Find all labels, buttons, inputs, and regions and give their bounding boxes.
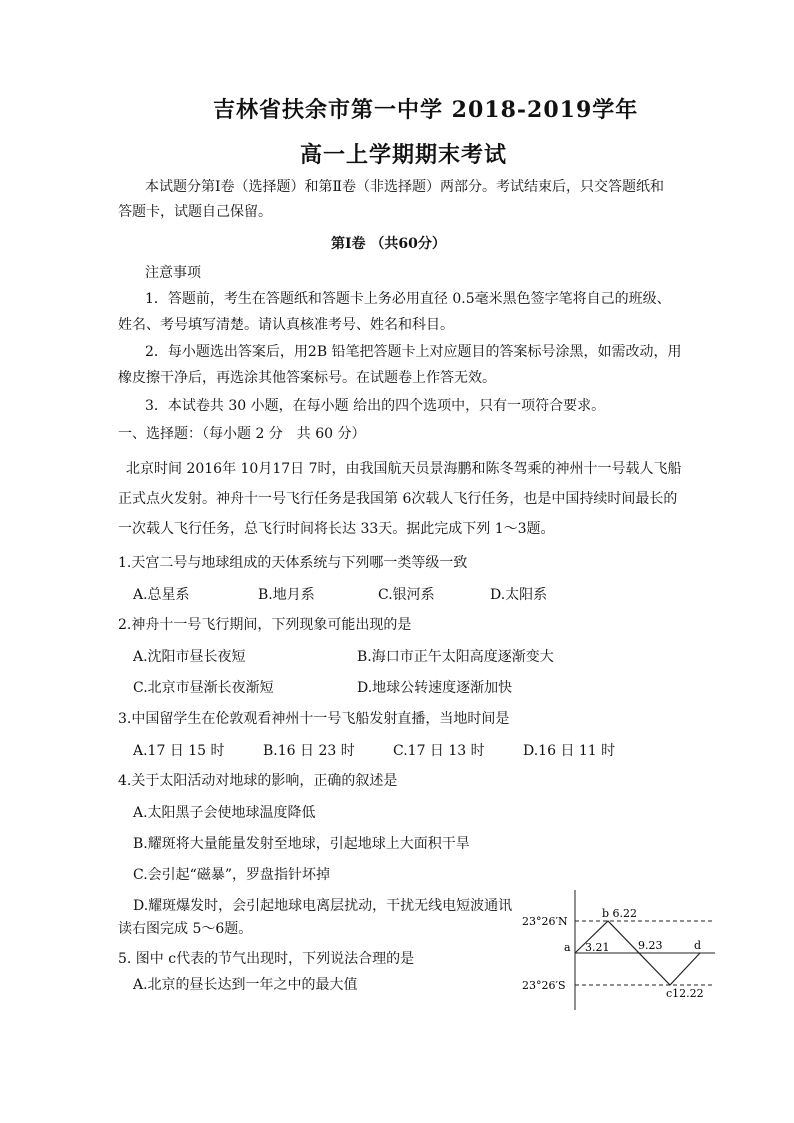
question-2-option-b[interactable]: B.海口市正午太阳高度逐渐变大 (357, 649, 554, 665)
point-b-label: b 6.22 (602, 907, 638, 920)
question-3-option-b[interactable]: B.16 日 23 时 (263, 743, 355, 759)
question-2-option-d[interactable]: D.地球公转速度逐渐加快 (357, 680, 513, 696)
question-4-option-a[interactable]: A.太阳黑子会使地球温度降低 (133, 805, 316, 821)
question-3-option-d[interactable]: D.16 日 11 时 (523, 743, 616, 759)
question-4-option-b[interactable]: B.耀斑将大量能量发射至地球，引起地球上大面积干旱 (133, 836, 470, 852)
question-2-option-a[interactable]: A.沈阳市昼长夜短 (133, 649, 246, 665)
passage-line1: 北京时间 2016年 10月17日 7时，由我国航天员景海鹏和陈冬驾乘的神州十一号载人飞船 (126, 461, 682, 477)
question-5-option-a[interactable]: A.北京的昼长达到一年之中的最大值 (133, 977, 358, 993)
midpoint-date: 9.23 (638, 939, 663, 952)
solar-declination-diagram (520, 885, 720, 1015)
question-2-option-c[interactable]: C.北京市昼渐长夜渐短 (133, 680, 274, 696)
question-4-option-d[interactable]: D.耀斑爆发时，会引起地球电离层扰动，干扰无线电短波通讯 (133, 898, 513, 914)
question-1-option-b[interactable]: B.地月系 (258, 587, 315, 603)
note1-line2: 姓名、考号填写清楚。请认真核准考号、姓名和科目。 (118, 317, 454, 333)
diagram-intro: 读右图完成 5～6题。 (118, 921, 253, 937)
question-3-stem: 3.中国留学生在伦敦观看神州十一号飞船发射直播，当地时间是 (118, 711, 510, 727)
point-a-date: 3.21 (585, 941, 610, 954)
notes-heading: 注意事项 (145, 265, 201, 281)
part1-heading: 一、选择题：（每小题 2 分 共 60 分） (118, 426, 366, 442)
note1-line1: 1．答题前，考生在答题纸和答题卡上务必用直径 0.5毫米黑色签字笔将自己的班级、 (145, 291, 671, 307)
question-3-option-c[interactable]: C.17 日 13 时 (393, 743, 485, 759)
intro-line2: 答题卡，试题自己保留。 (118, 204, 272, 220)
title-line2: 高一上学期期末考试 (300, 142, 508, 168)
note2-line1: 2．每小题选出答案后，用2B 铅笔把答题卡上对应题目的答案标号涂黑，如需改动，用 (145, 344, 682, 360)
question-1-option-d[interactable]: D.太阳系 (490, 587, 548, 603)
question-4-stem: 4.关于太阳活动对地球的影响，正确的叙述是 (118, 773, 398, 789)
question-5-stem: 5. 图中 c代表的节气出现时，下列说法合理的是 (118, 951, 415, 967)
point-c-label: c12.22 (666, 987, 704, 1000)
title-line1: 吉林省扶余市第一中学 2018-2019学年 (213, 97, 639, 123)
question-4-option-c[interactable]: C.会引起“磁暴”，罗盘指针坏掉 (133, 867, 330, 883)
passage-line3: 一次载人飞行任务，总飞行时间将长达 33天。据此完成下列 1～3题。 (118, 521, 555, 537)
question-1-option-a[interactable]: A.总星系 (133, 587, 190, 603)
intro-line1: 本试题分第Ⅰ卷（选择题）和第Ⅱ卷（非选择题）两部分。考试结束后，只交答题纸和 (145, 179, 665, 195)
point-a-label: a (564, 941, 571, 954)
question-1-stem: 1.天宫二号与地球组成的天体系统与下列哪一类等级一致 (118, 555, 468, 571)
question-3-option-a[interactable]: A.17 日 15 时 (133, 743, 225, 759)
question-2-stem: 2.神舟十一号飞行期间，下列现象可能出现的是 (118, 617, 412, 633)
question-1-option-c[interactable]: C.银河系 (378, 587, 435, 603)
passage-line2: 正式点火发射。神舟十一号飞行任务是我国第 6次载人飞行任务，也是中国持续时间最长的 (118, 491, 678, 507)
point-d-label: d (694, 939, 702, 952)
note2-line2: 橡皮擦干净后，再选涂其他答案标号。在试题卷上作答无效。 (118, 370, 496, 386)
section1-title: 第Ⅰ卷 （共60分） (331, 236, 446, 252)
south-tropic-label: 23°26′S (522, 979, 566, 992)
note3: 3．本试卷共 30 小题，在每小题 给出的四个选项中，只有一项符合要求。 (145, 398, 606, 414)
north-tropic-label: 23°26′N (522, 915, 568, 928)
